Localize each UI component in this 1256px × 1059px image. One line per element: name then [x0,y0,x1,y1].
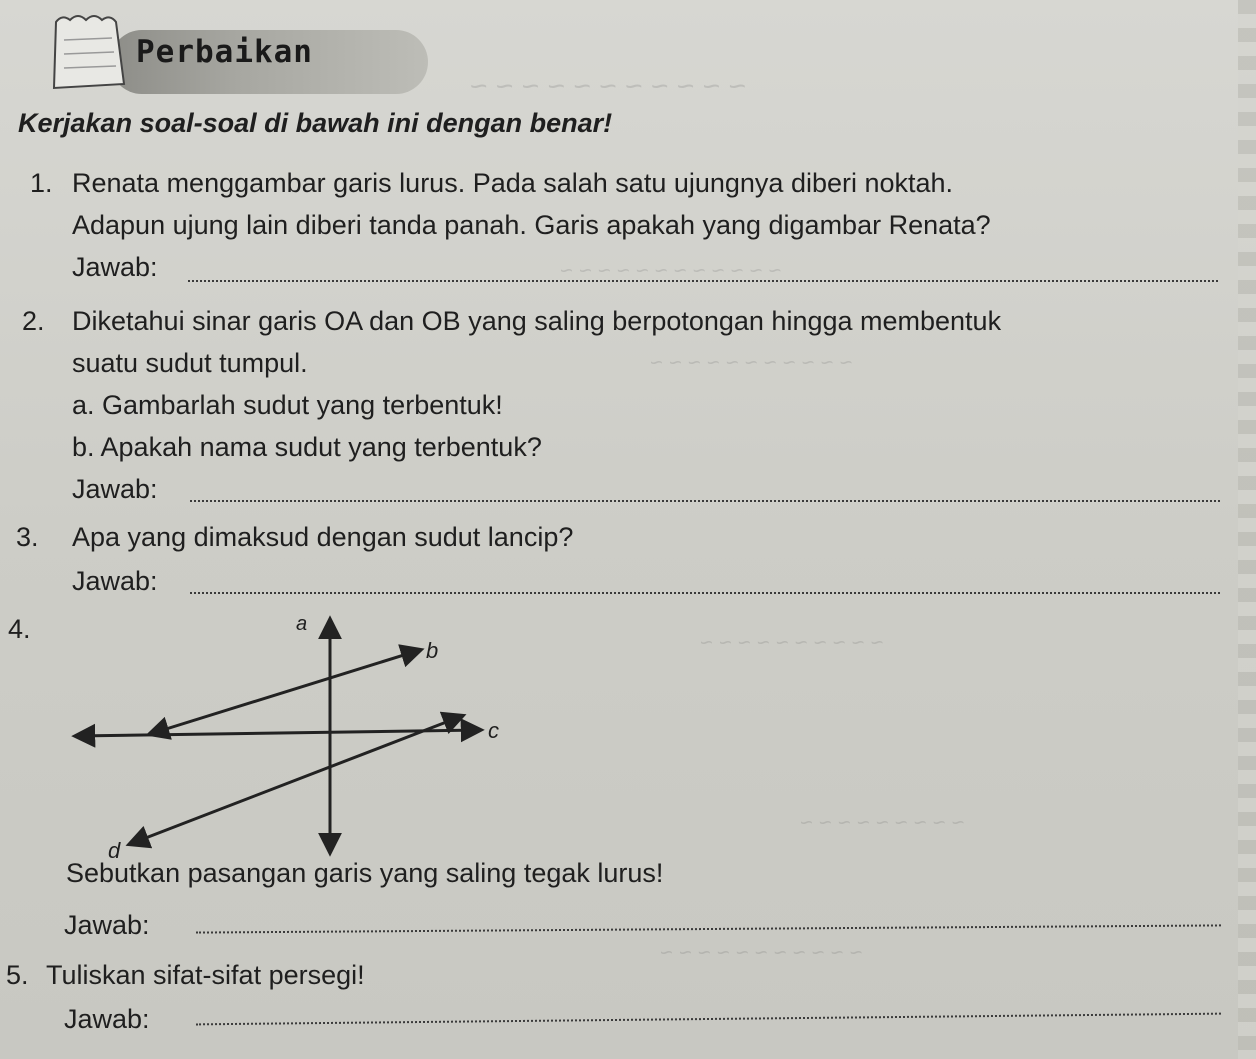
bleed-through-text: ~ ~ ~ ~ ~ ~ ~ ~ ~ ~ ~ [660,940,863,965]
line-b [150,650,420,734]
q5-text: Tuliskan sifat-sifat persegi! [46,960,365,990]
q2-line2: suatu sudut tumpul. [72,348,308,378]
q1-line2: Adapun ujung lain diberi tanda panah. Garis apakah yang digambar Renata? [72,210,991,240]
bleed-through-text: ~ ~ ~ ~ ~ ~ ~ ~ ~ ~ [700,630,884,655]
q4-text: Sebutkan pasangan garis yang saling tegak lurus! [66,858,664,888]
label-b: b [426,638,439,663]
q2-part-b: b. Apakah nama sudut yang terbentuk? [72,432,542,462]
bleed-through-text: ~ ~ ~ ~ ~ ~ ~ ~ ~ ~ ~ [470,70,747,103]
bleed-through-text: ~ ~ ~ ~ ~ ~ ~ ~ ~ ~ ~ [650,350,853,375]
q4-answer-label: Jawab: [64,910,150,940]
bleed-through-text: ~ ~ ~ ~ ~ ~ ~ ~ ~ [800,810,965,835]
label-a: a [296,613,308,635]
q2-answer-label: Jawab: [72,474,158,504]
page-edge [1238,0,1256,1059]
instruction-text: Kerjakan soal-soal di bawah ini dengan benar! [18,108,613,138]
q5-number: 5. [6,960,29,990]
bleed-through-text: ~ ~ ~ ~ ~ ~ ~ ~ ~ ~ ~ ~ [560,258,782,283]
label-c: c [488,718,499,743]
lines-diagram [60,612,520,862]
q4-number: 4. [8,614,31,644]
q2-line1: Diketahui sinar garis OA dan OB yang saling berpotongan hingga membentuk [72,306,1002,336]
q5-answer-line[interactable] [196,1013,1221,1026]
q2-answer-line[interactable] [190,500,1220,502]
q3-text: Apa yang dimaksud dengan sudut lancip? [72,522,574,552]
q3-answer-line[interactable] [190,592,1220,594]
label-d: d [108,838,121,862]
q2-part-a: a. Gambarlah sudut yang terbentuk! [72,390,503,420]
section-badge [40,4,400,96]
q3-number: 3. [16,522,39,552]
q1-answer-line[interactable] [188,280,1218,282]
section-title: Perbaikan [136,34,313,70]
q2-number: 2. [22,306,45,336]
q1-number: 1. [30,168,53,198]
q5-answer-label: Jawab: [64,1004,150,1034]
q3-answer-label: Jawab: [72,566,158,596]
q1-answer-label: Jawab: [72,252,158,282]
q1-line1: Renata menggambar garis lurus. Pada salah satu ujungnya diberi noktah. [72,168,954,198]
notepad-icon [42,6,140,94]
q4-answer-line[interactable] [196,924,1221,933]
